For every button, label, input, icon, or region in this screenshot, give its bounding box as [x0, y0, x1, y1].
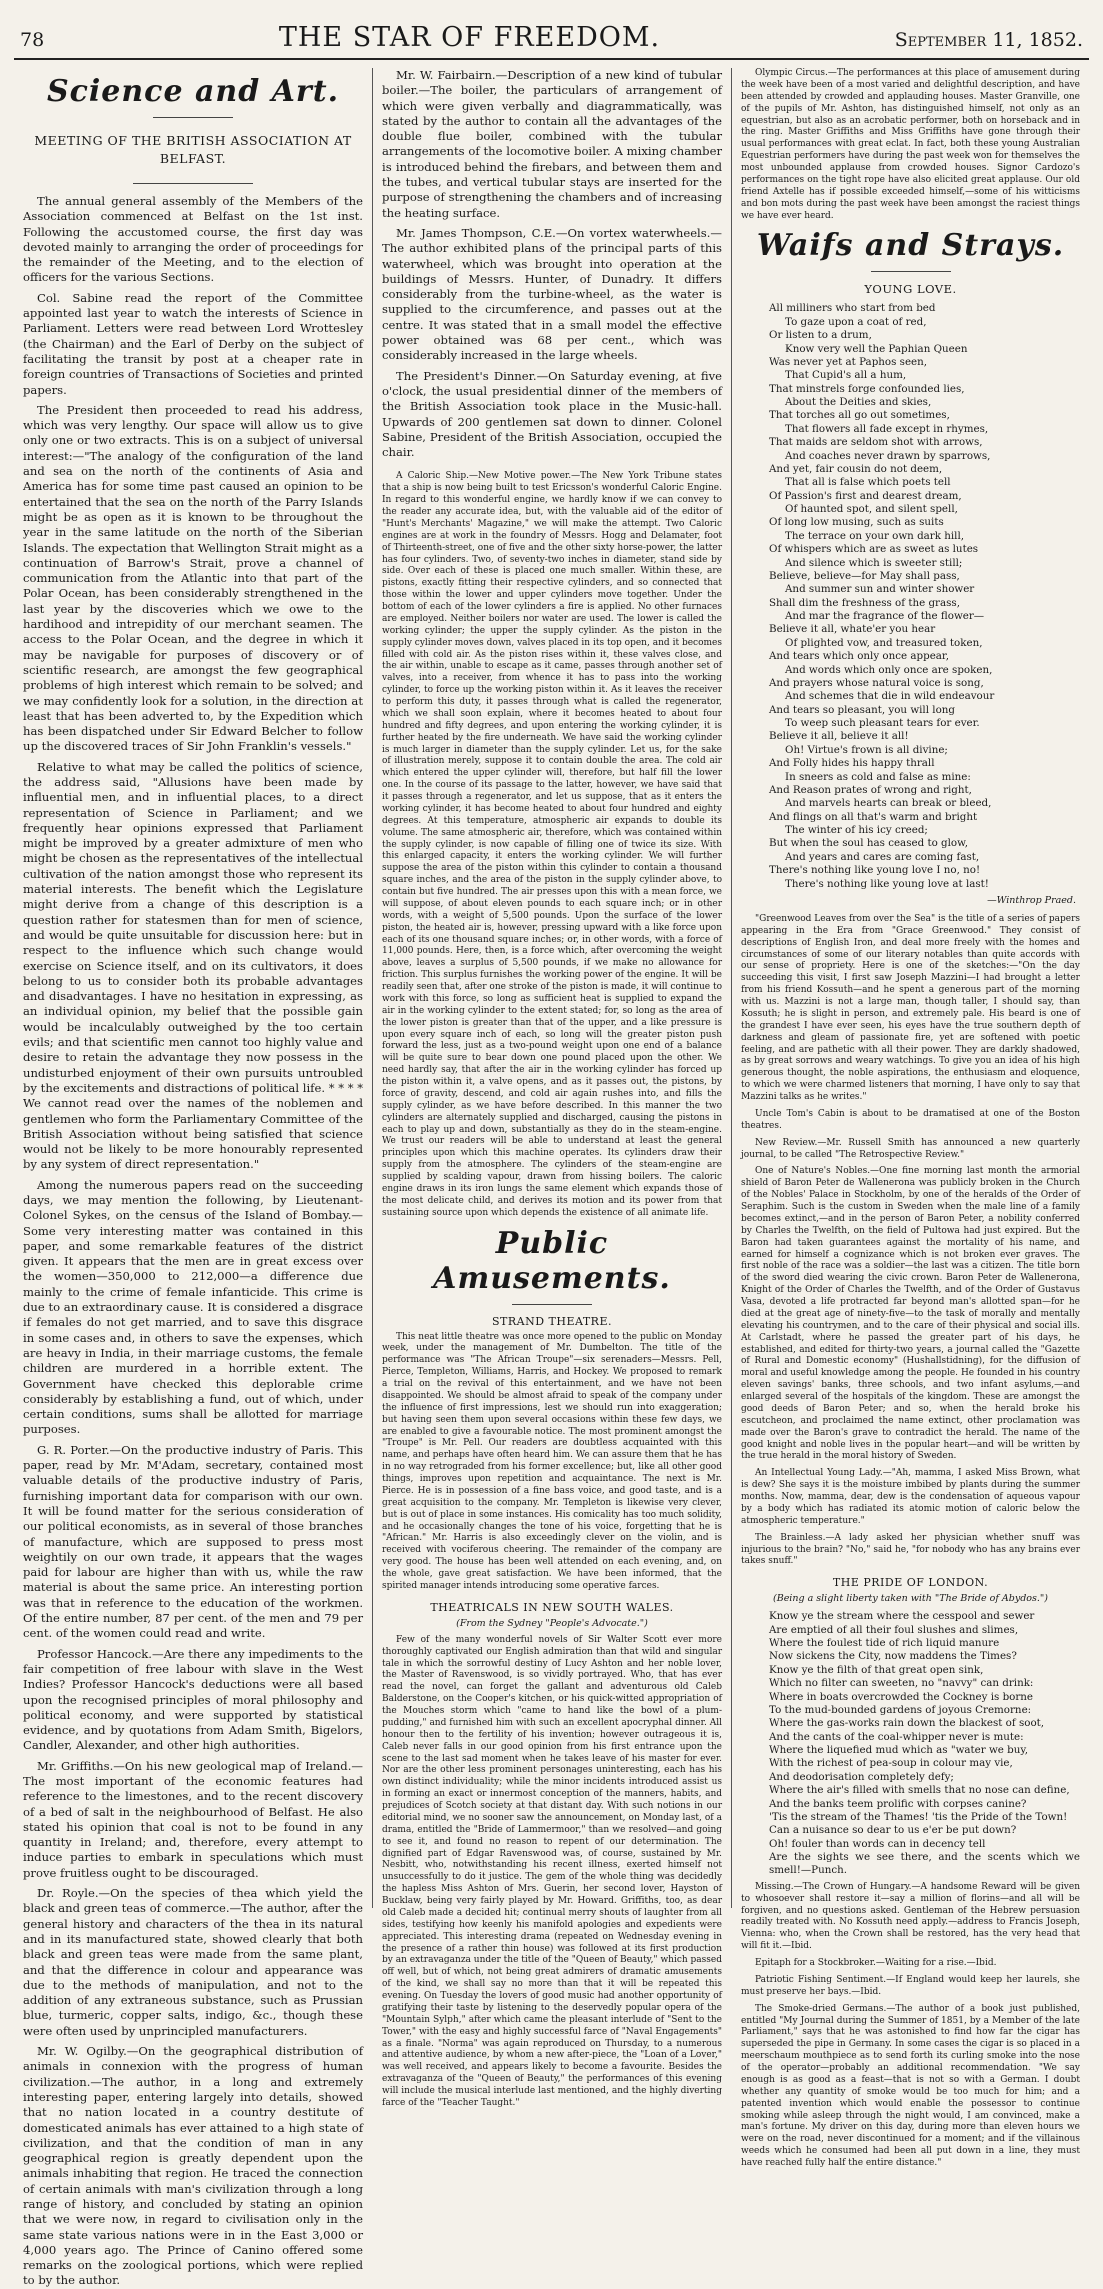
poem-signature: —Winthrop Praed. — [987, 894, 1076, 906]
paragraph: The Brainless.—A lady asked her physician whether snuff was injurious to the brain? "No," said he, "for nobody who has any brains ever takes snuff." — [741, 1532, 1080, 1567]
paragraph: This neat little theatre was once more opened to the public on Monday week, under the management of Mr. Dumbelton. The title of the performance was "The African Troupe"—six serenaders—Messrs. Pell, Pierce, Templeton, Williams, Harris, and Hockey. We proposed to remark a trial on the revival of this entertainment, and we have not been disappointed. We should be almost afraid to speak of the company under the influence of first impressions, lest we should run into exaggeration; but having seen them upon several occasions within these few days, we are enabled to give a favourable notice. The most prominent amongst the "Troupe" is Mr. Pell. Our readers are doubtless acquainted with this name, and perhaps have often heard him. We can assure them that he has in no way retrograded from his former excellence; but, like all other good things, improves upon repetition and acquaintance. The next is Mr. Pierce. He is in possession of a fine bass voice, and good taste, and is a great acquisition to the company. Mr. Templeton is likewise very clever, but is out of place in some instances. His comicality has too much solidity, and he occasionally changes the tone of his voice, forgetting that he is "African." Mr. Harris is also exceedingly clever on the violin, and is received with vociferous cheering. The remainder of the company are very good. The house has been well attended on each evening, and, on the whole, gave great satisfaction. We have been informed, that the spirited manager intends introducing some operative farces. — [382, 1331, 722, 1591]
poem-line: And the cants of the coal-whipper never is mute: — [769, 1730, 1024, 1743]
column-3 — [731, 68, 1089, 2168]
poem-line: 'Tis the stream of the Thames! 'tis the Pride of the Town! — [769, 1810, 1068, 1823]
poem-line: And Folly hides his happy thrall — [769, 757, 935, 770]
paragraph: G. R. Porter.—On the productive industry of Paris. This paper, read by Mr. M'Adam, secretary, contained most valuable details of the productive industry of Paris, furnishing important data for comparison with our own. It will be found matter for the serious consideration of our political economists, as in several of those branches of manufacture, which are supposed to press most weightily on our own trade, it appears that the wages paid for labour are higher than with us, while the raw material is about the same price. An interesting portion was that in reference to the education of the workmen. Of the entire number, 87 per cent. of the men and 79 per cent. of the women could read and write. — [23, 1442, 363, 1641]
poem-line: And tears so pleasant, you will long — [769, 703, 955, 716]
paragraph: Dr. Royle.—On the species of thea which yield the black and green teas of commerce.—The author, after the general history and characters of the thea in its natural and in its manufactured state, showed clearly that both black and green teas were made from the same plant, and that the difference in colour and appearance was due to the methods of manipulation, and not to the addition of any extraneous substance, such as Prussian blue, turmeric, copper salts, indigo, &c., though these were often used by unprincipled manufacturers. — [23, 1886, 363, 2038]
column-2 — [372, 68, 731, 2108]
section-heading-amusements: Public Amusements. — [433, 1225, 671, 1296]
poem-line: Of plighted vow, and treasured token, — [785, 636, 983, 649]
poem-line: That maids are seldom shot with arrows, — [769, 436, 983, 449]
poem-line: Where the air's filled with smells that no nose can define, — [769, 1784, 1070, 1797]
paragraph: Mr. W. Ogilby.—On the geographical distribution of animals in connexion with the progress of human civilization.—The author, in a long and extremely interesting paper, entering largely into details, showed that no nation located in a country destitute of domesticated animals has ever attained to a high state of civilization, and that the condition of man in any geographical region is greatly dependent upon the animals inhabiting that region. He traced the connection of certain animals with man's civilization through a long range of history, and concluded by stating an opinion that we were now, in regard to civilisation only in the same state various nations were in in the East 3,000 or 4,000 years ago. The Prince of Canino offered some remarks on the zoological portions, which were replied to by the author. — [23, 2044, 363, 2288]
poem-line: And mar the fragrance of the flower— — [785, 610, 985, 622]
poem-line: Of haunted spot, and silent spell, — [785, 503, 958, 515]
strand-theatre-article — [382, 1332, 722, 1593]
poem-line: Believe it all, believe it all! — [769, 730, 909, 743]
paragraph: The President's Dinner.—On Saturday evening, at five o'clock, the usual presidential dinner of the members of the British Association took place in the Music-hall. Upwards of 200 gentlemen sat down to dinner. Colonel Sabine, President of the British Association, occupied the chair. — [382, 368, 722, 460]
poem-line: And schemes that die in wild endeavour — [785, 690, 995, 703]
poem-line: The terrace on your own dark hill, — [785, 529, 965, 542]
poem-line: Are the sights we see there, and the scents which we smell!—Punch. — [769, 1851, 1080, 1877]
poem-line: That minstrels forge confounded lies, — [769, 382, 965, 395]
poem-line: The winter of his icy creed; — [785, 824, 928, 836]
poem-line: And words which only once are spoken, — [785, 663, 993, 676]
article-body — [23, 194, 363, 2289]
nsw-source: (From the Sydney "People's Advocate.") — [456, 1617, 648, 1629]
paragraph: The annual general assembly of the Members of the Association commenced at Belfast on the 1st inst. Following the accustomed course, the first day was devoted mainly to arranging the order of proceedings for the remainder of the Meeting, and to the election of officers for the various Sections. — [23, 194, 363, 285]
paragraph: Olympic Circus.—The performances at this place of amusement during the week have been of a most varied and delightful description, and have been attended by crowded and applauding houses. Master Granville, one of the pupils of Mr. Ashton, has distinguished himself, not only as an equestrian, but also as an acrobatic performer, both on horseback and in the ring. Master Griffiths and Miss Griffiths have gone through their usual performances with great eclat. In fact, both these young Australian Equestrian performers have during the past week won for themselves the most unbounded applause from crowded houses. Signor Cardozo's performances on the tight rope have also elicited great applause. Our old friend Axtelle has if possible exceeded himself,—some of his witticisms and bon mots during the past week have been amongst the raciest things we have ever heard. — [741, 68, 1080, 221]
poem-line: That all is false which poets tell — [785, 476, 951, 489]
poem-line: And tears which only once appear, — [769, 650, 949, 663]
poem-line: Was never yet at Paphos seen, — [769, 355, 928, 368]
poem-line: And silence which is sweeter still; — [785, 556, 963, 569]
poem-line: Believe, believe—for May shall pass, — [769, 569, 960, 582]
poem-line: And the banks teem prolific with corpses canine? — [769, 1797, 1027, 1810]
masthead — [14, 22, 1089, 60]
poem-line: With the richest of pea-soup in colour may vie, — [769, 1757, 1013, 1770]
olympic-circus-article — [741, 68, 1080, 222]
paragraph: Col. Sabine read the report of the Committee appointed last year to watch the interests of Science in Parliament. Letters were read between Lord Wrottesley (the Chairman) and the Earl of Derby on the subject of facilitating the transit by post at a cheaper rate in foreign countries of Transactions of Societies and printed papers. — [23, 290, 363, 397]
poem-line: Oh! fouler than words can in decency tell — [769, 1837, 986, 1850]
paragraph: Mr. W. Fairbairn.—Description of a new kind of tubular boiler.—The boiler, the particulars of arrangement of which were given verbally and diagrammatically, was stated by the author to contain all the advantages of the double flue boiler, combined with the tubular arrangements of the locomotive boiler. A mixing chamber is introduced behind the firebars, and between them and the tubes, and vertical tubular stays are inserted for the purpose of strengthening the chambers and of increasing the heating surface. — [382, 68, 722, 220]
paragraph: Patriotic Fishing Sentiment.—If England would keep her laurels, she must preserve her bays.—Ibid. — [741, 1974, 1080, 1997]
divider — [133, 183, 253, 184]
strand-theatre-heading: STRAND THEATRE. — [492, 1314, 612, 1328]
poem-line: Now sickens the City, now maddens the Times? — [769, 1650, 1017, 1663]
poem-line: Oh! Virtue's frown is all divine; — [785, 743, 948, 756]
caloric-ship-article — [382, 471, 722, 1219]
poem-line: And prayers whose natural voice is song, — [769, 676, 984, 689]
nsw-theatricals-heading: THEATRICALS IN NEW SOUTH WALES. — [430, 1600, 674, 1614]
divider — [153, 117, 233, 118]
poem-line: That flowers all fade except in rhymes, — [785, 422, 989, 435]
poem-line: Know ye the stream where the cesspool and sewer — [769, 1610, 1035, 1623]
article-body — [382, 68, 722, 460]
poem-line: And flings on all that's warm and bright — [769, 810, 978, 823]
issue-date: September 11, 1852. — [894, 29, 1083, 51]
poem-line: And coaches never drawn by sparrows, — [785, 449, 991, 462]
poem-line: And years and cares are coming fast, — [785, 850, 980, 863]
poem-line: But when the soul has ceased to glow, — [769, 837, 968, 850]
poem-line: And Reason prates of wrong and right, — [769, 783, 972, 796]
poem-line: Of long low musing, such as suits — [769, 516, 944, 529]
divider — [512, 1304, 592, 1305]
column-1 — [14, 68, 372, 2288]
poem-line: In sneers as cold and false as mine: — [785, 770, 971, 783]
poem-line: Believe it all, whate'er you hear — [769, 623, 936, 636]
paragraph: A Caloric Ship.—New Motive power.—The New York Tribune states that a ship is now being built to test Ericsson's wonderful Caloric Engine. In regard to this wonderful engine, we hardly know if we can convey to the reader any accurate idea, but, with the valuable aid of the editor of "Hunt's Merchants' Magazine," we will make the attempt. Two Caloric engines are at work in the foundry of Messrs. Hogg and Delamater, foot of Thirteenth-street, one of five and the other sixty horse-power, the latter has four cylinders. Two, of seventy-two inches in diameter, stand side by side. Over each of these is placed one much smaller. Within these, are pistons, exactly fitting their respective cylinders, and so connected that those within the lower and upper cylinders move together. Under the bottom of each of the lower cylinders a fire is applied. No other furnaces are employed. Neither boilers nor water are used. The lower is called the working cylinder; the upper the supply cylinder. As the piston in the supply cylinder moves down, valves placed in its top open, and it becomes filled with cold air. As the piston rises within it, these valves close, and the air within, unable to escape as it came, passes through another set of valves, into a receiver, from whence it has to pass into the working cylinder, to force up the working piston within it. As it leaves the receiver to perform this duty, it passes through what is called the regenerator, which we shall soon explain, where it becomes heated to about four hundred and fifty degrees, and upon entering the working cylinder, it is further heated by the fire underneath. We have said the working cylinder is much larger in diameter than the supply cylinder. Let us, for the sake of illustration merely, suppose it to contain double the area. The cold air which entered the upper cylinder will, therefore, but half fill the lower one. In the course of its passage to the latter, however, we have said that it passes through a regenerator, and let us suppose, that as it enters the working cylinder, it has become heated to about four hundred and eighty degrees. At this temperature, atmospheric air expands to double its volume. The same atmospheric air, therefore, which was contained within the supply cylinder, is now capable of filling one of twice its size. With this enlarged capacity, it enters the working cylinder. We will further suppose the area of the piston within this cylinder to contain a thousand square inches, and the area of the piston in the supply cylinder above, to contain but five hundred. The air presses upon this with a mean force, we will suppose, of about eleven pounds to each square inch; or in other words, with a weight of 5,500 pounds. Upon the surface of the lower piston, the heated air is, however, pressing upward with a like force upon each of its one thousand square inches; or, in other words, with a force of 11,000 pounds. Here, then, is a force which, after overcoming the weight above, leaves a surplus of 5,500 pounds, if we make no allowance for friction. This surplus furnishes the working power of the engine. It will be readily seen that, after one stroke of the piston is made, it will continue to work with this force, so long as sufficient heat is supplied to expand the air in the working cylinder to the extent stated; for, so long as the area of the lower piston is greater than that of the upper, and a like pressure is upon every square inch of each, so long will the greater piston push forward the less, just as a two-pound weight upon one end of a balance will be quite sure to bear down one pound placed upon the other. We need hardly say, that after the air in the working cylinder has forced up the piston within it, a valve opens, and as it passes out, the pistons, by force of gravity, descend, and cold air again rushes into, and fills the supply cylinder, as we have before described. In this manner the two cylinders are alternately supplied and discharged, causing the pistons in each to play up and down, substantially as they do in the steam-engine. We trust our readers will be able to understand at least the general principles upon which this machine operates. Its cylinders draw their supply from the atmosphere. The cylinders of the steam-engine are supplied by scalding vapour, drawn from hissing boilers. The caloric engine draws in its iron lungs the same element which expands those of the most delicate child, and derives its motion and its power from that sustaining source upon which depends the existence of all animate life. — [382, 471, 722, 1218]
poem-line: Know ye the filth of that great open sink, — [769, 1663, 984, 1676]
nsw-theatricals-article — [382, 1635, 722, 2110]
paragraph: New Review.—Mr. Russell Smith has announced a new quarterly journal, to be called "The Retrospective Review." — [741, 1137, 1080, 1160]
poem-line: Where the gas-works rain down the blackest of soot, — [769, 1717, 1045, 1730]
paragraph: The President then proceeded to read his address, which was very lengthy. Our space will allow us to give only one or two extracts. This is on a subject of universal interest:—"The analogy of the configuration of the land and sea on the north of the continents of Asia and America has for some time past caused an opinion to be entertained that the sea on the north of the Parry Islands might be as open as it is known to be throughout the year in the same latitude on the north of the Siberian Islands. The expectation that Wellington Strait might as a continuation of Barrow's Strait, prove a channel of communication from the Atlantic into that part of the Polar Ocean, has been considerably strengthened in the last year by the discoveries which we owe to the hardihood and intrepidity of our merchant seamen. The access to the Polar Ocean, and the degree in which it may be navigable for purposes of discovery or of scientific research, are amongst the few geographical problems of high interest which remain to be solved; and we may confidently look for a solution, in the direction at least that has been adverted to, by the Expedition which has been dispatched under Sir Edward Belcher to follow up the discovered traces of Sir John Franklin's vessels." — [23, 402, 363, 754]
page-number: 78 — [20, 29, 45, 51]
section-heading-waifs: Waifs and Strays. — [756, 228, 1065, 264]
poem-pride-of-london — [769, 1610, 1080, 1878]
paragraph: Among the numerous papers read on the succeeding days, we may mention the following, by Lieutenant-Colonel Sykes, on the census of the Island of Bombay.—Some very interesting matter was contained in this paper, and some remarkable features of the district given. It appears that the men are in great excess over the women—350,000 to 212,000—a difference due mainly to the crime of female infanticide. This crime is due to an extraordinary cause. It is considered a disgrace if females do not get married, and to save this disgrace in some cases and, in others to save the expenses, which are heavy in India, in their marriage customs, the female children are murdered in a horrible extent. The Government have checked this deplorable crime considerably by establishing a fund, out of which, under certain conditions, sums shall be allotted for marriage purposes. — [23, 1177, 363, 1437]
notes-section — [741, 914, 1080, 1568]
divider — [871, 271, 951, 272]
poem-young-love — [769, 302, 1080, 891]
poem-line: Where the liquefied mud which as "water we buy, — [769, 1744, 1029, 1756]
pride-of-london-subtitle: (Being a slight liberty taken with "The Bride of Abydos.") — [773, 1593, 1048, 1605]
paragraph: Uncle Tom's Cabin is about to be dramatised at one of the Boston theatres. — [741, 1108, 1080, 1131]
notes-section — [741, 1882, 1080, 2170]
paragraph: Relative to what may be called the politics of science, the address said, "Allusions have been made by influential men, and in influential places, to a direct representation of Science in Parliament; and we frequently hear opinions expressed that Parliament might be improved by a greater admixture of men who might be chosen as the representatives of the intellectual cultivation of the nation amongst those who represent its material interests. The benefit which the Legislature might derive from a change of this description is a question rather for statesmen than for men of science, and would be quite unsuitable for discussion here: but in respect to the influence which such change would exercise on Science itself, and on its cultivators, it does belong to us to consider both its probable advantages and disadvantages. I have no hesitation in expressing, as an individual opinion, my belief that the possible gain would be incalculably outweighed by the too certain evils; and that scientific men cannot too highly value and desire to retain the advantage they now possess in the undisturbed enjoyment of their own pursuits untroubled by the excitements and distractions of political life. * * * * We cannot read over the names of the noblemen and gentlemen who form the Parliamentary Committee of the British Association without being satisfied that science would not be likely to be more honourably represented by any system of direct representation." — [23, 759, 363, 1172]
poem-line: Where the foulest tide of rich liquid manure — [769, 1637, 1000, 1649]
poem-line: There's nothing like young love I no, no! — [769, 864, 981, 877]
poem-line: Are emptied of all their foul slushes and slimes, — [769, 1623, 1019, 1636]
section-heading-science: Science and Art. — [46, 74, 340, 109]
poem-line: That Cupid's all a hum, — [785, 369, 907, 382]
poem-line: Of Passion's first and dearest dream, — [769, 489, 962, 502]
poem-line: Can a nuisance so dear to us e'er be put down? — [769, 1824, 1017, 1837]
poem-line: To weep such pleasant tears for ever. — [785, 717, 980, 729]
paragraph: Missing.—The Crown of Hungary.—A handsome Reward will be given to whosoever shall restore it—say a million of florins—and all will be forgiven, and no questions asked. Gentleman of the Hebrew persuasion readily treated with. No Kossuth need apply.—address to Francis Joseph, Vienna: who, when the Crown shall be restored, has the very head that will fit it.—Ibid. — [741, 1881, 1080, 1952]
poem-line: And yet, fair cousin do not deem, — [769, 462, 943, 475]
poem-line: And deodorisation completely defy; — [769, 1770, 954, 1783]
paragraph: "Greenwood Leaves from over the Sea" is the title of a series of papers appearing in the Era from "Grace Greenwood." They consist of descriptions of English Iron, and deal more freely with the homes and circumstances of some of our literary notables than quite accords with our sense of propriety. Here is one of the sketches:—"On the day succeeding this visit, I first saw Joseph Mazzini—I had brought a letter from his friend Kossuth—and he spent a generous part of the morning with us. Mazzini is not a large man, though taller, I should say, than Kossuth; he is slight in person, and extremely pale. His beard is one of the grandest I have ever seen, his eyes have the true southern depth of darkness and gleam of passionate fire, yet are softened with poetic feeling, and are pathetic with all their power. They are darkly shadowed, as by great sorrows and weary watchings. To give you an idea of his high generous thought, the noble aspirations, the enthusiasm and eloquence, to which we were charmed listeners that morning, I have only to say that Mazzini talks as he writes." — [741, 913, 1080, 1102]
poem-line: All milliners who start from bed — [769, 302, 936, 315]
poem-line: To the mud-bounded gardens of joyous Cremorne: — [769, 1703, 1032, 1716]
paragraph: Mr. Griffiths.—On his new geological map of Ireland.—The most important of the economic features had reference to the limestones, and to the recent discovery of a bed of salt in the neighbourhood of Belfast. He also stated his opinion that coal is not to be found in any quantity in Ireland; and, therefore, every attempt to induce parties to embark in speculations which must prove fruitless ought to be discouraged. — [23, 1758, 363, 1880]
poem-title: YOUNG LOVE. — [864, 282, 957, 297]
columns — [14, 68, 1089, 2288]
paragraph: The Smoke-dried Germans.—The author of a book just published, entitled "My Journal during the Summer of 1851, by a Member of the late Parliament," says that he was astonished to find how far the cigar has superseded the pipe in Germany. In some cases the cigar is so placed in a meerschaum mouthpiece as to send forth its curling smoke into the nose of the operator—probably an additional recommendation. "We say enough is as good as a feast—that is not so with a German. I doubt whether any quantity of smoke would be too much for him; and a patented invention which would enable the possessor to continue smoking while asleep through the night would, I am convinced, make a man's fortune. My driver on this day, during more than eleven hours we were on the road, never discontinued for a moment; and if the villainous weeds which he consumed had been all put down in a line, they must have reached fully half the entire distance." — [741, 2003, 1080, 2168]
poem-line: Know very well the Paphian Queen — [785, 342, 968, 355]
poem-line: Where in boats overcrowded the Cockney is borne — [769, 1690, 1034, 1703]
poem-line: Shall dim the freshness of the grass, — [769, 596, 960, 609]
poem-line: Of whispers which are as sweet as lutes — [769, 543, 979, 556]
paragraph: An Intellectual Young Lady.—"Ah, mamma, I asked Miss Brown, what is dew? She says it is the moisture imbibed by plants during the summer months. Now, mamma, dear, dew is the condensation of aqueous vapour by a body which has radiated its atomic motion of caloric below the atmospheric temperature." — [741, 1468, 1080, 1526]
paper-title: THE STAR OF FREEDOM. — [278, 22, 661, 53]
poem-line: And marvels hearts can break or bleed, — [785, 797, 992, 810]
paragraph: One of Nature's Nobles.—One fine morning last month the armorial shield of Baron Peter de Wallenerona was publicly broken in the Church of the Nobles' Palace in Stockholm, by one of the heralds of the Order of Seraphim. Such is the custom in Sweden when the male line of a family becomes extinct,—and in the person of Baron Peter, a nobility conferred by Charles the Twelfth, on the field of Pultowa had just expired. But the Baron had taken guarantees against the mortality of his name, and earned for himself a cognizance which is not broken ever graves. The first noble of the race was a soldier—the last was a citizen. The title born of the sword died wearing the civic crown. Baron Peter de Wallenerona, Knight of the Order of Charles the Twelfth, and of the Order of Gustavus Vasa, devoted a life protracted far beyond man's allotted span—for he died at the great age of ninety-five—to the task of morally and mentally elevating his countrymen, and to the care of their physical and social ills. At Carlstadt, where he passed the greater part of his days, he established, and edited for thirty-two years, a journal called the "Gazette of Rural and Domestic economy" (Hushallstidning), for the diffusion of moral and useful knowledge among the people. He founded in his country eleven savings' banks, three schools, and two infant asylums,—and enlarged several of the hospitals of the kingdom. These are amongst the good deeds of Baron Peter; and so, when the herald broke his escutcheon, and proclaimed the name extinct, other proclamation was made over the Baron's grave to contradict the herald. The name of the good knight and noble lives in the popular heart—and will be written by the true herald in the moral history of Sweden. — [741, 1166, 1080, 1462]
poem-line: That torches all go out sometimes, — [769, 409, 950, 422]
pride-of-london-heading: THE PRIDE OF LONDON. — [832, 1576, 989, 1590]
poem-line: About the Deities and skies, — [785, 396, 932, 408]
poem-line: Or listen to a drum, — [769, 329, 872, 342]
poem-line: To gaze upon a coat of red, — [785, 315, 927, 328]
poem-line: And summer sun and winter shower — [785, 583, 975, 596]
poem-line: There's nothing like young love at last! — [785, 877, 989, 890]
article-title-british-association: MEETING OF THE BRITISH ASSOCIATION AT BELFAST. — [34, 133, 352, 166]
poem-line: Which no filter can sweeten, no "navvy" can drink: — [769, 1677, 1034, 1690]
paragraph: Few of the many wonderful novels of Sir Walter Scott ever more thoroughly captivated our English admiration than that wild and singular tale in which the sorrowful destiny of Lucy Ashton and her noble lover, the Master of Ravenswood, is so vividly portrayed. Who, that has ever read the novel, can forget the gallant and adventurous old Caleb Balderstone, on the Cooper's kitchen, or his quick-witted appropriation of the Mouches storm which "came to hand like the bowl of a plum-pudding," and furnished him with such an excellent apocryphal dinner. All honour then to the fertility of his invention; however outrageous it is, Caleb never falls in our good opinion from his first entrance upon the scene to the last sad moment when he takes leave of his master for ever. Nor are the other less prominent personages uninteresting, each has his own distinct individuality; while the minor incidents introduced assist us in forming an exact or innermost conception of the manners, habits, and prejudices of Scotch society at that distant day. With such notions in our editorial mind, we no sooner saw the announcement, on Monday last, of a drama, entitled the "Bride of Lammermoor," than we resolved—and going to see it, and found no reason to repent of our determination. The dignified part of Edgar Ravenswood was, of course, sustained by Mr. Nesbitt, who, notwithstanding his recent illness, exerted himself not unsuccessfully to do it justice. The gem of the whole thing was decidedly the hapless Miss Ashton of Mrs. Guerin, her second lover, Hayston of Bucklaw, being very fairly played by Mr. Howard. Griffiths, too, as dear old Caleb made a decided hit; continual merry shouts of laughter from all sides, testifying how keenly his manifold apologies and expedients were appreciated. This interesting drama (repeated on Wednesday evening in the presence of a rather thin house) was followed at its first production by an extravaganza under the title of the "Queen of Beauty," which passed off well, but of which, not being great admirers of dramatic amusements of the kind, we shall say no more than that it will be repeated this evening. On Tuesday the lovers of good music had another opportunity of gratifying their taste by listening to the deservedly popular opera of the "Mountain Sylph," after which came the pleasant interlude of "Sent to the Tower," with the easy and highly successful farce of "Naval Engagements" as a finale. "Norma" was again reproduced on Thursday, to a numerous and attentive audience, by whom a new after-piece, the "Loan of a Lover," was well received, and appears likely to become a favourite. Besides the extravaganza of the "Queen of Beauty," the performances of this evening will include the musical interlude last mentioned, and the highly diverting farce of the "Teacher Taught." — [382, 1634, 722, 2108]
paragraph: Epitaph for a Stockbroker.—Waiting for a rise.—Ibid. — [755, 1958, 997, 1968]
paragraph: Professor Hancock.—Are there any impediments to the fair competition of free labour with slave in the West Indies? Professor Hancock's deductions were all based upon the recognised principles of moral philosophy and political economy, and were supported by statistical evidence, and by quotations from Adam Smith, Bigelors, Candler, Alexander, and other high authorities. — [23, 1646, 363, 1753]
paragraph: Mr. James Thompson, C.E.—On vortex waterwheels.—The author exhibited plans of the principal parts of this waterwheel, which was brought into operation at the buildings of Messrs. Hunter, of Dunadry. It differs considerably from the turbine-wheel, as the water is supplied to the circumference, and passes out at the centre. It was stated that in a small model the effective power obtained was 68 per cent., which was considerably increased in the large wheels. — [382, 225, 722, 363]
